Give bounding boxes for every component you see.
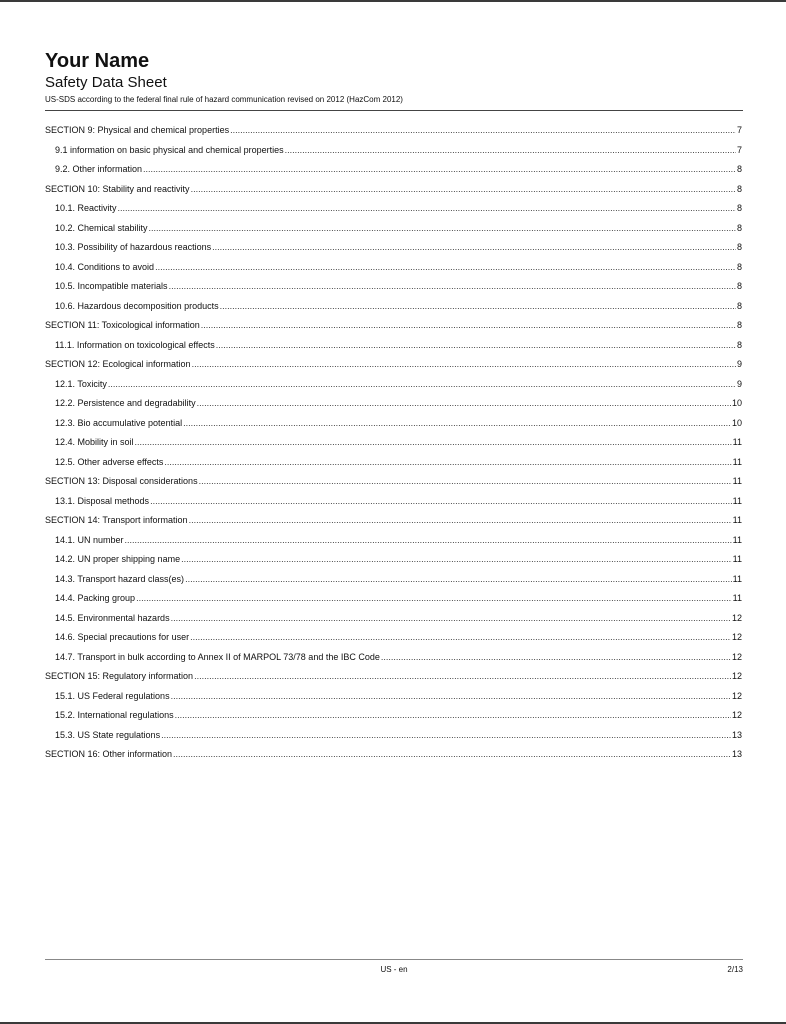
toc-subsection-entry[interactable] [45, 336, 742, 356]
toc-dot-leader [118, 199, 736, 219]
toc-dot-leader [161, 726, 731, 746]
toc-entry-title: 10.2. Chemical stability [55, 222, 148, 233]
toc-dot-leader [136, 589, 732, 609]
toc-dot-leader [190, 628, 731, 648]
document-title: Safety Data Sheet [45, 74, 167, 91]
toc-dot-leader [149, 219, 736, 239]
toc-entry-page: 12 [731, 710, 742, 720]
toc-entry-title: 10.4. Conditions to avoid [55, 261, 155, 272]
footer-divider [45, 959, 743, 960]
toc-dot-leader [173, 745, 731, 765]
page-top-border [0, 0, 786, 2]
toc-subsection-entry[interactable] [45, 277, 742, 297]
toc-entry-page: 11 [732, 437, 742, 447]
toc-section-entry[interactable] [45, 180, 742, 200]
toc-dot-leader [194, 667, 731, 687]
toc-subsection-entry[interactable] [45, 492, 742, 512]
toc-entry-title: SECTION 9: Physical and chemical properties [45, 125, 230, 135]
toc-subsection-entry[interactable] [45, 297, 742, 317]
toc-entry-page: 9 [736, 359, 742, 369]
toc-entry-page: 7 [736, 144, 742, 155]
toc-entry-title: 13.1. Disposal methods [55, 495, 150, 506]
toc-entry-page: 8 [736, 222, 742, 233]
toc-entry-page: 12 [731, 651, 742, 662]
toc-subsection-entry[interactable] [45, 199, 742, 219]
toc-subsection-entry[interactable] [45, 531, 742, 551]
document-header [45, 49, 743, 105]
toc-entry-title: 15.2. International regulations [55, 710, 174, 720]
toc-subsection-entry[interactable] [45, 433, 742, 453]
toc-entry-title: 12.5. Other adverse effects [55, 456, 164, 467]
toc-entry-page: 12 [731, 671, 742, 681]
header-divider [45, 110, 743, 111]
toc-entry-page: 11 [732, 554, 742, 564]
toc-dot-leader [143, 160, 736, 180]
toc-dot-leader [230, 121, 736, 141]
toc-entry-title: 12.1. Toxicity [55, 378, 107, 389]
toc-subsection-entry[interactable] [45, 687, 742, 707]
toc-entry-title: 12.4. Mobility in soil [55, 437, 134, 447]
toc-entry-title: 10.3. Possibility of hazardous reactions [55, 242, 212, 252]
toc-subsection-entry[interactable] [45, 453, 742, 473]
toc-subsection-entry[interactable] [45, 394, 742, 414]
toc-subsection-entry[interactable] [45, 414, 742, 434]
toc-dot-leader [212, 238, 736, 258]
toc-entry-page: 11 [732, 593, 742, 603]
toc-section-entry[interactable] [45, 511, 742, 531]
toc-entry-title: 15.1. US Federal regulations [55, 690, 170, 701]
toc-entry-title: 14.7. Transport in bulk according to Annex II of MARPOL 73/78 and the IBC Code [55, 651, 380, 662]
toc-dot-leader [192, 355, 736, 375]
toc-entry-page: 10 [731, 398, 742, 408]
toc-entry-page: 13 [731, 729, 742, 740]
toc-entry-title: 11.1. Information on toxicological effects [55, 339, 215, 350]
document-subtitle: US-SDS according to the federal final rule of hazard communication revised on 2012 (HazCom 2012) [45, 95, 403, 104]
toc-entry-page: 8 [736, 203, 742, 213]
toc-entry-title: SECTION 13: Disposal considerations [45, 476, 198, 486]
toc-entry-page: 7 [736, 125, 742, 135]
toc-dot-leader [171, 687, 731, 707]
toc-section-entry[interactable] [45, 667, 742, 687]
toc-dot-leader [197, 394, 731, 414]
toc-entry-title: 14.3. Transport hazard class(es) [55, 573, 185, 584]
toc-entry-title: 14.4. Packing group [55, 593, 136, 603]
toc-entry-title: 10.5. Incompatible materials [55, 281, 168, 291]
toc-dot-leader [220, 297, 736, 317]
toc-subsection-entry[interactable] [45, 609, 742, 629]
toc-section-entry[interactable] [45, 355, 742, 375]
toc-entry-title: SECTION 10: Stability and reactivity [45, 183, 190, 194]
toc-entry-title: SECTION 14: Transport information [45, 515, 188, 525]
toc-dot-leader [125, 531, 732, 551]
toc-entry-page: 8 [736, 281, 742, 291]
toc-entry-page: 11 [732, 534, 742, 545]
toc-entry-title: 12.2. Persistence and degradability [55, 398, 196, 408]
toc-dot-leader [199, 472, 732, 492]
toc-entry-page: 9 [736, 378, 742, 389]
toc-entry-page: 11 [732, 573, 742, 584]
toc-dot-leader [191, 180, 736, 200]
toc-entry-title: 15.3. US State regulations [55, 729, 161, 740]
toc-dot-leader [175, 706, 731, 726]
toc-dot-leader [171, 609, 731, 629]
toc-entry-page: 8 [736, 339, 742, 350]
toc-dot-leader [155, 258, 736, 278]
toc-entry-page: 8 [736, 261, 742, 272]
toc-dot-leader [285, 141, 736, 161]
footer-locale: US - en [380, 965, 408, 974]
toc-entry-title: 12.3. Bio accumulative potential [55, 417, 183, 428]
toc-dot-leader [181, 550, 732, 570]
toc-entry-title: 14.6. Special precautions for user [55, 632, 190, 642]
toc-dot-leader [185, 570, 732, 590]
toc-subsection-entry[interactable] [45, 238, 742, 258]
toc-entry-page: 8 [736, 300, 742, 311]
toc-dot-leader [201, 316, 736, 336]
toc-entry-page: 11 [732, 515, 742, 525]
toc-subsection-entry[interactable] [45, 570, 742, 590]
toc-dot-leader [381, 648, 731, 668]
toc-entry-page: 8 [736, 242, 742, 252]
toc-subsection-entry[interactable] [45, 160, 742, 180]
table-of-contents [45, 121, 742, 765]
toc-subsection-entry[interactable] [45, 648, 742, 668]
toc-entry-title: 14.2. UN proper shipping name [55, 554, 181, 564]
toc-dot-leader [183, 414, 731, 434]
footer-page-number: 2/13 [727, 965, 743, 974]
toc-entry-page: 8 [736, 320, 742, 330]
toc-subsection-entry[interactable] [45, 141, 742, 161]
toc-section-entry[interactable] [45, 745, 742, 765]
toc-entry-title: 14.5. Environmental hazards [55, 612, 170, 623]
toc-dot-leader [150, 492, 732, 512]
toc-entry-page: 8 [736, 164, 742, 174]
toc-dot-leader [169, 277, 736, 297]
toc-entry-title: 9.1 information on basic physical and chemical properties [55, 144, 284, 155]
toc-entry-title: 9.2. Other information [55, 164, 143, 174]
toc-entry-page: 11 [732, 495, 742, 506]
toc-subsection-entry[interactable] [45, 628, 742, 648]
toc-entry-page: 8 [736, 183, 742, 194]
toc-entry-page: 11 [732, 456, 742, 467]
toc-dot-leader [164, 453, 731, 473]
toc-entry-title: SECTION 11: Toxicological information [45, 320, 200, 330]
toc-entry-title: 10.6. Hazardous decomposition products [55, 300, 219, 311]
toc-subsection-entry[interactable] [45, 589, 742, 609]
toc-section-entry[interactable] [45, 121, 742, 141]
toc-dot-leader [216, 336, 736, 356]
toc-subsection-entry[interactable] [45, 219, 742, 239]
toc-subsection-entry[interactable] [45, 706, 742, 726]
toc-section-entry[interactable] [45, 472, 742, 492]
toc-entry-page: 13 [731, 749, 742, 759]
toc-entry-title: 10.1. Reactivity [55, 203, 117, 213]
toc-dot-leader [189, 511, 732, 531]
toc-entry-title: 14.1. UN number [55, 534, 124, 545]
toc-entry-page: 12 [731, 612, 742, 623]
toc-entry-title: SECTION 12: Ecological information [45, 359, 191, 369]
toc-section-entry[interactable] [45, 316, 742, 336]
company-name: Your Name [45, 50, 150, 72]
toc-entry-page: 12 [731, 690, 742, 701]
toc-dot-leader [108, 375, 736, 395]
toc-entry-page: 10 [731, 417, 742, 428]
toc-entry-title: SECTION 15: Regulatory information [45, 671, 194, 681]
toc-subsection-entry[interactable] [45, 726, 742, 746]
toc-subsection-entry[interactable] [45, 375, 742, 395]
toc-subsection-entry[interactable] [45, 550, 742, 570]
toc-entry-title: SECTION 16: Other information [45, 749, 173, 759]
toc-subsection-entry[interactable] [45, 258, 742, 278]
toc-dot-leader [135, 433, 732, 453]
toc-entry-page: 12 [731, 632, 742, 642]
toc-entry-page: 11 [732, 476, 742, 486]
